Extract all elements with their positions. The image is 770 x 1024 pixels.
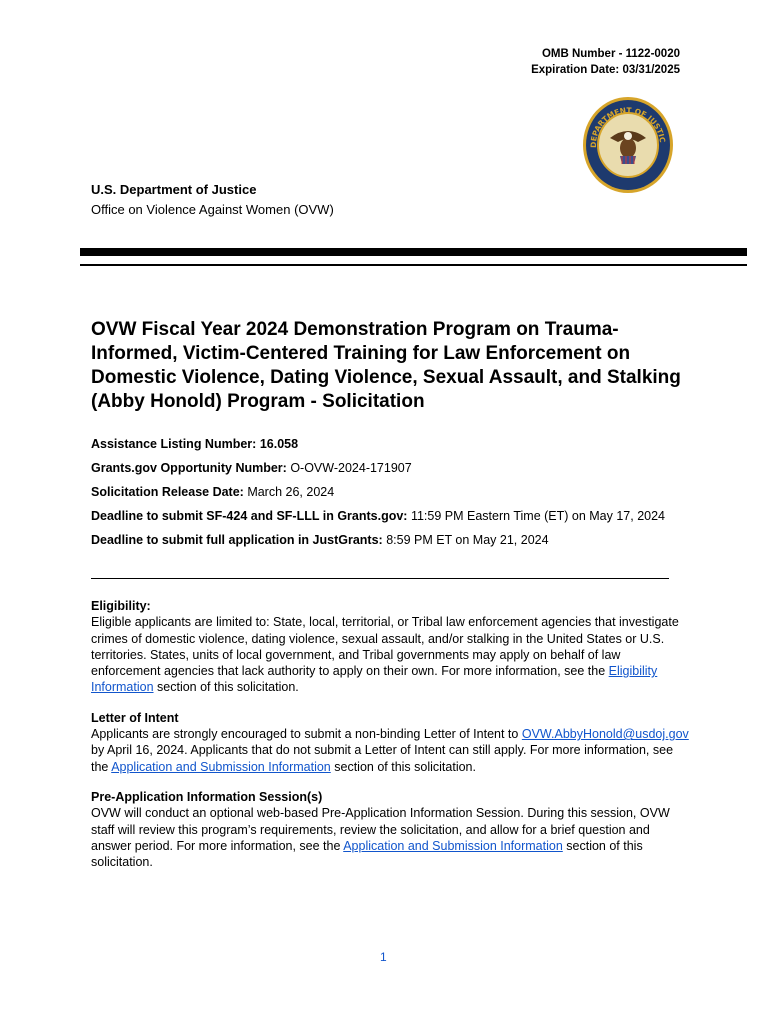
release-value: March 26, 2024 xyxy=(247,485,335,499)
eligibility-text: Eligible applicants are limited to: State, local, territorial, or Tribal law enforcement agencies that investigate crimes of domestic violence, dating violence, sexual assault, and/or stalking in the United States or U.S. territories. States, units of local government, and Tribal governments may apply on behalf of law enforcement agencies that lack authority to apply on their own. For more information, see the xyxy=(91,615,679,679)
solicitation-body xyxy=(91,598,691,884)
letter-of-intent-heading: Letter of Intent xyxy=(91,710,179,725)
header-rule-thin xyxy=(80,264,747,266)
omb-number: OMB Number - 1122-0020 xyxy=(541,48,680,60)
expiration-date: Expiration Date: 03/31/2025 xyxy=(531,64,680,76)
office-name: Office on Violence Against Women (OVW) xyxy=(91,202,334,217)
page-title: OVW Fiscal Year 2024 Demonstration Program on Trauma-Informed, Victim-Centered Training for Law Enforcement on Domestic Violence, Dating Violence, Sexual Assault, and Stalking (Abby Honold) Program - Solicitation xyxy=(91,319,681,412)
email-link[interactable]: OVW.AbbyHonold@usdoj.gov xyxy=(521,727,689,742)
section-divider xyxy=(91,578,669,579)
grants-label: Grants.gov Opportunity Number: xyxy=(91,461,287,475)
letter-text-1: Applicants are strongly encouraged to submit a non-binding Letter of Intent to xyxy=(91,727,519,742)
full-application-deadline xyxy=(91,532,681,548)
letter-of-intent-paragraph xyxy=(91,726,691,775)
pre-application-paragraph xyxy=(91,805,691,870)
seal-lettering: DEPARTMENT OF JUSTIC xyxy=(588,105,667,148)
full-value: 8:59 PM ET on May 21, 2024 xyxy=(386,533,549,547)
omb-info xyxy=(531,46,680,78)
application-submission-link[interactable]: Application and Submission Information xyxy=(111,759,331,774)
solicitation-details xyxy=(91,436,681,556)
eligibility-tail: section of this solicitation. xyxy=(157,680,299,695)
department-header xyxy=(91,180,334,220)
seal-graphic xyxy=(582,96,674,194)
sf424-label: Deadline to submit SF-424 and SF-LLL in Grants.gov: xyxy=(91,509,408,523)
eligibility-information-link[interactable]: Eligibility Information xyxy=(91,664,658,695)
eligibility-heading: Eligibility: xyxy=(91,599,151,613)
sf424-value: 11:59 PM Eastern Time (ET) on May 17, 2024 xyxy=(410,509,666,523)
assistance-value: 16.058 xyxy=(259,437,299,451)
department-name: U.S. Department of Justice xyxy=(91,182,257,197)
full-label: Deadline to submit full application in JustGrants: xyxy=(91,533,383,547)
grants-opportunity xyxy=(91,460,681,476)
assistance-label: Assistance Listing Number: xyxy=(91,437,257,451)
page-number: 1 xyxy=(380,950,387,964)
pre-application-heading: Pre-Application Information Session(s) xyxy=(91,789,323,804)
release-date xyxy=(91,484,681,500)
preapp-tail: section of this solicitation. xyxy=(91,838,643,870)
department-of-justice-seal xyxy=(582,96,674,194)
assistance-listing xyxy=(91,436,681,452)
letter-tail: section of this solicitation. xyxy=(334,759,476,774)
letter-text-2: by April 16, 2024. Applicants that do not submit a Letter of Intent can still apply. For more information, see the xyxy=(91,743,674,774)
preapp-text: OVW will conduct an optional web-based Pre-Application Information Session. During this session, OVW staff will review this program’s requirements, review the solicitation, and allow for a brief question and answer period. For more information, see the xyxy=(91,806,670,853)
release-label: Solicitation Release Date: xyxy=(91,485,244,499)
header-rule-thick xyxy=(80,248,747,256)
eligibility-paragraph xyxy=(91,614,691,695)
preapp-application-submission-link[interactable]: Application and Submission Information xyxy=(343,838,563,853)
sf424-deadline xyxy=(91,508,681,524)
grants-value: O-OVW-2024-171907 xyxy=(290,461,412,475)
